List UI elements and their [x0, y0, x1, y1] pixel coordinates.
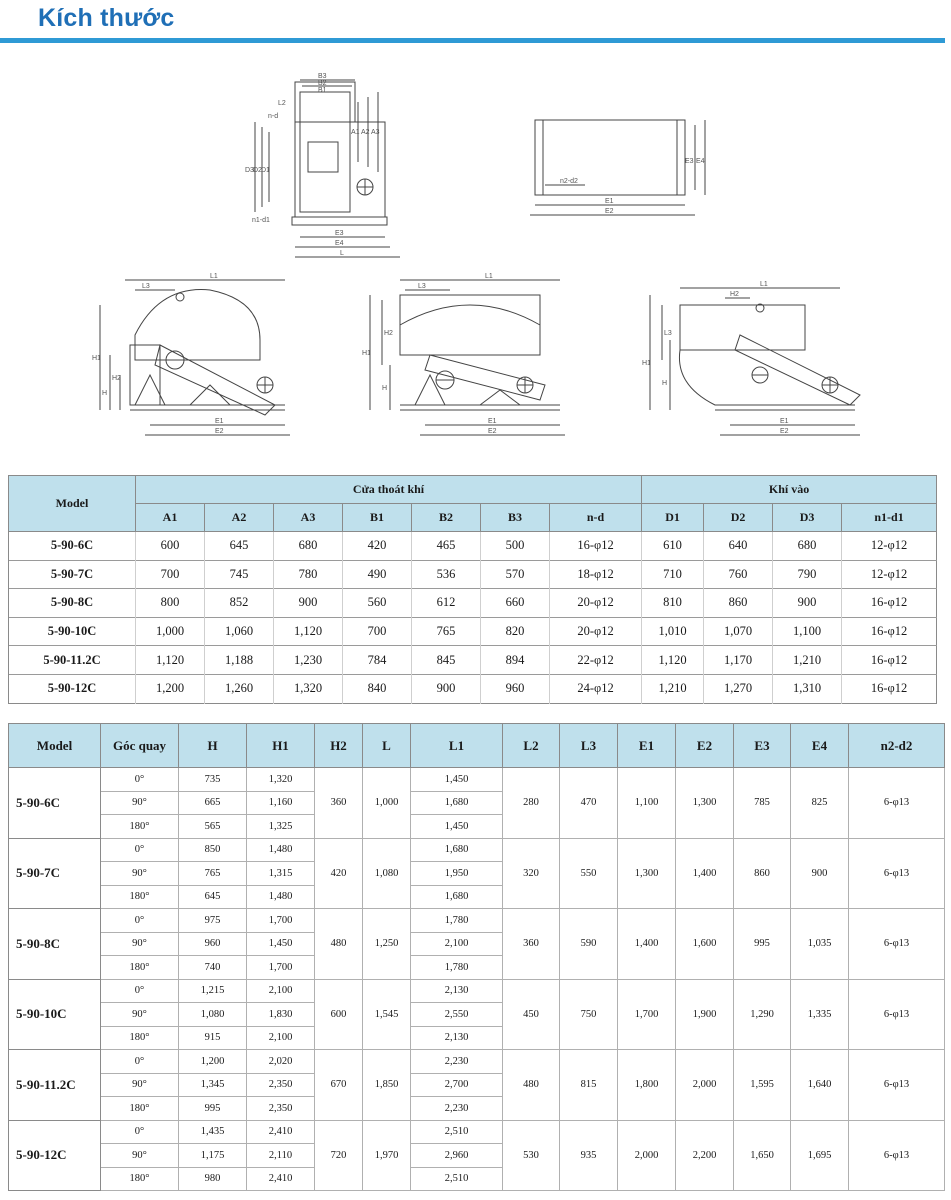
e1-cell: 1,100 — [618, 768, 676, 839]
value-cell: 745 — [205, 560, 274, 589]
label-E2: E2 — [215, 428, 224, 435]
angle-cell: 180° — [101, 1167, 179, 1191]
label-D1: D1 — [261, 167, 270, 174]
l1-cell: 2,230 — [411, 1097, 503, 1121]
l3-cell: 935 — [560, 1120, 618, 1191]
l1-cell: 1,450 — [411, 768, 503, 792]
label-H: H — [662, 380, 668, 387]
value-cell: 840 — [343, 674, 412, 703]
label-H1: H1 — [92, 355, 101, 362]
label-L3: L3 — [418, 283, 426, 290]
value-cell: 610 — [642, 532, 704, 561]
value-cell: 660 — [481, 589, 550, 618]
e1-cell: 2,000 — [618, 1120, 676, 1191]
h1-cell: 1,320 — [247, 768, 315, 792]
angle-cell: 0° — [101, 768, 179, 792]
n2-d2-cell: 6-φ13 — [849, 1050, 945, 1121]
value-cell: 680 — [274, 532, 343, 561]
col-header-e1: E1 — [618, 724, 676, 768]
model-cell: 5-90-7C — [9, 560, 136, 589]
label-H2: H2 — [384, 330, 393, 337]
n2-d2-cell: 6-φ13 — [849, 1120, 945, 1191]
h1-cell: 2,100 — [247, 979, 315, 1003]
model-cell: 5-90-10C — [9, 617, 136, 646]
installation-dimension-table — [8, 723, 945, 1191]
l3-cell: 550 — [560, 838, 618, 909]
h1-cell: 1,700 — [247, 956, 315, 980]
label-H: H — [382, 385, 388, 392]
e2-cell: 1,400 — [676, 838, 734, 909]
value-cell: 16-φ12 — [842, 646, 937, 675]
value-cell: 1,170 — [704, 646, 773, 675]
l1-cell: 2,960 — [411, 1144, 503, 1168]
col-header-h: H — [179, 724, 247, 768]
l1-cell: 1,450 — [411, 815, 503, 839]
l1-cell: 1,680 — [411, 791, 503, 815]
angle-cell: 90° — [101, 1144, 179, 1168]
table-row — [9, 617, 937, 646]
header-outlet: Cửa thoát khí — [136, 476, 642, 504]
label-E1: E1 — [605, 198, 614, 205]
table-row — [9, 674, 937, 703]
l1-cell: 1,780 — [411, 956, 503, 980]
value-cell: 1,200 — [136, 674, 205, 703]
e3-cell: 1,650 — [734, 1120, 791, 1191]
n2-d2-cell: 6-φ13 — [849, 909, 945, 980]
h-cell: 565 — [179, 815, 247, 839]
e4-cell: 825 — [791, 768, 849, 839]
h-cell: 735 — [179, 768, 247, 792]
angle-cell: 180° — [101, 1026, 179, 1050]
value-cell: 22-φ12 — [550, 646, 642, 675]
value-cell: 860 — [704, 589, 773, 618]
model-cell: 5-90-7C — [9, 838, 101, 909]
e2-cell: 1,300 — [676, 768, 734, 839]
e4-cell: 900 — [791, 838, 849, 909]
angle-cell: 180° — [101, 885, 179, 909]
value-cell: 1,010 — [642, 617, 704, 646]
l-cell: 1,545 — [363, 979, 411, 1050]
col-header-h1: H1 — [247, 724, 315, 768]
e1-cell: 1,700 — [618, 979, 676, 1050]
e3-cell: 860 — [734, 838, 791, 909]
e4-cell: 1,335 — [791, 979, 849, 1050]
l-cell: 1,250 — [363, 909, 411, 980]
col-header-h2: H2 — [315, 724, 363, 768]
angle-cell: 0° — [101, 979, 179, 1003]
label-L3: L3 — [664, 330, 672, 337]
drawing-front-view — [240, 72, 420, 272]
value-cell: 680 — [773, 532, 842, 561]
col-header-e4: E4 — [791, 724, 849, 768]
table-row — [9, 979, 945, 1003]
label-E2: E2 — [605, 208, 614, 215]
label-L1: L1 — [760, 281, 768, 288]
l-cell: 1,850 — [363, 1050, 411, 1121]
value-cell: 570 — [481, 560, 550, 589]
table-row — [9, 1050, 945, 1074]
value-cell: 1,060 — [205, 617, 274, 646]
h1-cell: 1,480 — [247, 885, 315, 909]
angle-cell: 0° — [101, 1120, 179, 1144]
value-cell: 500 — [481, 532, 550, 561]
l1-cell: 1,780 — [411, 909, 503, 933]
h1-cell: 1,315 — [247, 862, 315, 886]
h1-cell: 2,100 — [247, 1026, 315, 1050]
h-cell: 1,080 — [179, 1003, 247, 1027]
h-cell: 960 — [179, 932, 247, 956]
col-header-b2: B2 — [412, 504, 481, 532]
h-cell: 1,200 — [179, 1050, 247, 1074]
value-cell: 24-φ12 — [550, 674, 642, 703]
label-n-d: n-d — [268, 113, 279, 120]
table-row — [9, 589, 937, 618]
h2-cell: 670 — [315, 1050, 363, 1121]
value-cell: 800 — [136, 589, 205, 618]
value-cell: 536 — [412, 560, 481, 589]
model-cell: 5-90-10C — [9, 979, 101, 1050]
label-L1: L1 — [210, 273, 218, 280]
l2-cell: 320 — [503, 838, 560, 909]
col-header-l1: L1 — [411, 724, 503, 768]
value-cell: 18-φ12 — [550, 560, 642, 589]
model-cell: 5-90-12C — [9, 674, 136, 703]
dimension-drawings — [0, 60, 951, 455]
h-cell: 1,215 — [179, 979, 247, 1003]
label-E4: E4 — [696, 158, 705, 165]
label-L1: L1 — [485, 273, 493, 280]
e3-cell: 1,595 — [734, 1050, 791, 1121]
page-title: Kích thước — [38, 4, 175, 32]
col-header-e2: E2 — [676, 724, 734, 768]
value-cell: 420 — [343, 532, 412, 561]
label-n1-d1: n1-d1 — [252, 217, 270, 224]
model-cell: 5-90-6C — [9, 532, 136, 561]
h-cell: 1,175 — [179, 1144, 247, 1168]
h-cell: 740 — [179, 956, 247, 980]
angle-cell: 90° — [101, 1003, 179, 1027]
e4-cell: 1,035 — [791, 909, 849, 980]
value-cell: 560 — [343, 589, 412, 618]
label-E2: E2 — [488, 428, 497, 435]
l1-cell: 2,510 — [411, 1167, 503, 1191]
l1-cell: 2,130 — [411, 979, 503, 1003]
value-cell: 960 — [481, 674, 550, 703]
angle-cell: 180° — [101, 1097, 179, 1121]
angle-cell: 90° — [101, 862, 179, 886]
outlet-inlet-dimension-table — [8, 475, 937, 704]
value-cell: 1,120 — [274, 617, 343, 646]
table-row — [9, 838, 945, 862]
value-cell: 600 — [136, 532, 205, 561]
l1-cell: 2,510 — [411, 1120, 503, 1144]
l1-cell: 2,550 — [411, 1003, 503, 1027]
value-cell: 465 — [412, 532, 481, 561]
label-E2: E2 — [780, 428, 789, 435]
value-cell: 20-φ12 — [550, 617, 642, 646]
col-header-d1: D1 — [642, 504, 704, 532]
label-A3: A3 — [371, 129, 380, 136]
col-header-n-d: n-d — [550, 504, 642, 532]
value-cell: 820 — [481, 617, 550, 646]
angle-cell: 0° — [101, 909, 179, 933]
label-E4: E4 — [335, 240, 344, 247]
l1-cell: 2,100 — [411, 932, 503, 956]
col-header-n2-d2: n2-d2 — [849, 724, 945, 768]
angle-cell: 0° — [101, 838, 179, 862]
label-B3: B3 — [318, 73, 327, 80]
col-header-l: L — [363, 724, 411, 768]
angle-cell: 90° — [101, 1073, 179, 1097]
label-H2: H2 — [730, 291, 739, 298]
value-cell: 1,320 — [274, 674, 343, 703]
h-cell: 765 — [179, 862, 247, 886]
value-cell: 1,120 — [642, 646, 704, 675]
col-header-d3: D3 — [773, 504, 842, 532]
col-header-a2: A2 — [205, 504, 274, 532]
h1-cell: 1,160 — [247, 791, 315, 815]
header-model: Model — [9, 476, 136, 532]
n2-d2-cell: 6-φ13 — [849, 838, 945, 909]
value-cell: 16-φ12 — [842, 674, 937, 703]
l1-cell: 1,680 — [411, 885, 503, 909]
h1-cell: 2,410 — [247, 1120, 315, 1144]
label-B2: B2 — [318, 80, 327, 87]
h-cell: 980 — [179, 1167, 247, 1191]
l3-cell: 590 — [560, 909, 618, 980]
drawing-side-view-180 — [640, 280, 875, 450]
label-H1: H1 — [362, 350, 371, 357]
value-cell: 760 — [704, 560, 773, 589]
model-cell: 5-90-8C — [9, 589, 136, 618]
e2-cell: 2,200 — [676, 1120, 734, 1191]
value-cell: 1,120 — [136, 646, 205, 675]
drawing-side-view-0 — [90, 265, 300, 450]
e4-cell: 1,695 — [791, 1120, 849, 1191]
col-header-góc-quay: Góc quay — [101, 724, 179, 768]
header-inlet: Khí vào — [642, 476, 937, 504]
label-E3: E3 — [685, 158, 694, 165]
value-cell: 790 — [773, 560, 842, 589]
angle-cell: 0° — [101, 1050, 179, 1074]
h2-cell: 600 — [315, 979, 363, 1050]
table-row — [9, 1120, 945, 1144]
col-header-d2: D2 — [704, 504, 773, 532]
n2-d2-cell: 6-φ13 — [849, 768, 945, 839]
model-cell: 5-90-12C — [9, 1120, 101, 1191]
e3-cell: 785 — [734, 768, 791, 839]
value-cell: 16-φ12 — [842, 589, 937, 618]
l1-cell: 2,230 — [411, 1050, 503, 1074]
value-cell: 1,310 — [773, 674, 842, 703]
e2-cell: 1,900 — [676, 979, 734, 1050]
value-cell: 765 — [412, 617, 481, 646]
value-cell: 784 — [343, 646, 412, 675]
table-row — [9, 909, 945, 933]
value-cell: 894 — [481, 646, 550, 675]
l2-cell: 480 — [503, 1050, 560, 1121]
model-cell: 5-90-11.2C — [9, 1050, 101, 1121]
e4-cell: 1,640 — [791, 1050, 849, 1121]
l1-cell: 2,130 — [411, 1026, 503, 1050]
h1-cell: 1,325 — [247, 815, 315, 839]
col-header-a3: A3 — [274, 504, 343, 532]
col-header-b1: B1 — [343, 504, 412, 532]
table-row — [9, 532, 937, 561]
model-cell: 5-90-11.2C — [9, 646, 136, 675]
label-A2: A2 — [361, 129, 370, 136]
h-cell: 1,345 — [179, 1073, 247, 1097]
label-L: L — [340, 250, 344, 257]
e1-cell: 1,300 — [618, 838, 676, 909]
h-cell: 850 — [179, 838, 247, 862]
value-cell: 845 — [412, 646, 481, 675]
e1-cell: 1,800 — [618, 1050, 676, 1121]
h-cell: 975 — [179, 909, 247, 933]
col-header-a1: A1 — [136, 504, 205, 532]
l3-cell: 470 — [560, 768, 618, 839]
label-L3: L3 — [142, 283, 150, 290]
angle-cell: 180° — [101, 815, 179, 839]
label-B1: B1 — [318, 87, 327, 94]
h-cell: 1,435 — [179, 1120, 247, 1144]
h1-cell: 2,020 — [247, 1050, 315, 1074]
value-cell: 852 — [205, 589, 274, 618]
label-H2: H2 — [112, 375, 121, 382]
model-cell: 5-90-8C — [9, 909, 101, 980]
label-H: H — [102, 390, 108, 397]
h2-cell: 480 — [315, 909, 363, 980]
value-cell: 780 — [274, 560, 343, 589]
table-row — [9, 646, 937, 675]
value-cell: 20-φ12 — [550, 589, 642, 618]
e1-cell: 1,400 — [618, 909, 676, 980]
value-cell: 645 — [205, 532, 274, 561]
h2-cell: 720 — [315, 1120, 363, 1191]
l2-cell: 450 — [503, 979, 560, 1050]
title-underline — [0, 38, 945, 43]
value-cell: 900 — [773, 589, 842, 618]
angle-cell: 90° — [101, 791, 179, 815]
value-cell: 1,210 — [773, 646, 842, 675]
h1-cell: 2,350 — [247, 1073, 315, 1097]
col-header-n1-d1: n1-d1 — [842, 504, 937, 532]
label-H1: H1 — [642, 360, 651, 367]
col-header-b3: B3 — [481, 504, 550, 532]
angle-cell: 90° — [101, 932, 179, 956]
value-cell: 700 — [136, 560, 205, 589]
value-cell: 710 — [642, 560, 704, 589]
model-cell: 5-90-6C — [9, 768, 101, 839]
l-cell: 1,000 — [363, 768, 411, 839]
value-cell: 640 — [704, 532, 773, 561]
value-cell: 16-φ12 — [550, 532, 642, 561]
value-cell: 1,000 — [136, 617, 205, 646]
h2-cell: 420 — [315, 838, 363, 909]
h-cell: 645 — [179, 885, 247, 909]
e2-cell: 1,600 — [676, 909, 734, 980]
l-cell: 1,970 — [363, 1120, 411, 1191]
l1-cell: 2,700 — [411, 1073, 503, 1097]
label-E1: E1 — [215, 418, 224, 425]
value-cell: 1,100 — [773, 617, 842, 646]
l3-cell: 750 — [560, 979, 618, 1050]
col-header-l3: L3 — [560, 724, 618, 768]
h1-cell: 2,350 — [247, 1097, 315, 1121]
label-n2-d2: n2-d2 — [560, 178, 578, 185]
h1-cell: 1,450 — [247, 932, 315, 956]
value-cell: 900 — [412, 674, 481, 703]
label-E1: E1 — [780, 418, 789, 425]
drawing-base-frame — [525, 105, 725, 225]
value-cell: 810 — [642, 589, 704, 618]
table-row — [9, 768, 945, 792]
col-header-e3: E3 — [734, 724, 791, 768]
value-cell: 1,210 — [642, 674, 704, 703]
col-header-l2: L2 — [503, 724, 560, 768]
drawing-side-view-90 — [360, 265, 575, 450]
l2-cell: 530 — [503, 1120, 560, 1191]
l1-cell: 1,950 — [411, 862, 503, 886]
h-cell: 665 — [179, 791, 247, 815]
l2-cell: 360 — [503, 909, 560, 980]
angle-cell: 180° — [101, 956, 179, 980]
value-cell: 1,188 — [205, 646, 274, 675]
h-cell: 915 — [179, 1026, 247, 1050]
label-L2: L2 — [278, 100, 286, 107]
value-cell: 12-φ12 — [842, 560, 937, 589]
n2-d2-cell: 6-φ13 — [849, 979, 945, 1050]
value-cell: 612 — [412, 589, 481, 618]
value-cell: 1,070 — [704, 617, 773, 646]
value-cell: 16-φ12 — [842, 617, 937, 646]
h1-cell: 2,110 — [247, 1144, 315, 1168]
label-D2: D2 — [253, 167, 262, 174]
l1-cell: 1,680 — [411, 838, 503, 862]
h1-cell: 2,410 — [247, 1167, 315, 1191]
l2-cell: 280 — [503, 768, 560, 839]
value-cell: 12-φ12 — [842, 532, 937, 561]
label-D3: D3 — [245, 167, 254, 174]
label-E1: E1 — [488, 418, 497, 425]
l3-cell: 815 — [560, 1050, 618, 1121]
value-cell: 1,230 — [274, 646, 343, 675]
value-cell: 700 — [343, 617, 412, 646]
value-cell: 900 — [274, 589, 343, 618]
h2-cell: 360 — [315, 768, 363, 839]
value-cell: 1,270 — [704, 674, 773, 703]
table-row — [9, 560, 937, 589]
h1-cell: 1,480 — [247, 838, 315, 862]
h1-cell: 1,830 — [247, 1003, 315, 1027]
e2-cell: 2,000 — [676, 1050, 734, 1121]
label-A1: A1 — [351, 129, 360, 136]
e3-cell: 995 — [734, 909, 791, 980]
h1-cell: 1,700 — [247, 909, 315, 933]
value-cell: 1,260 — [205, 674, 274, 703]
h-cell: 995 — [179, 1097, 247, 1121]
e3-cell: 1,290 — [734, 979, 791, 1050]
col-header-model: Model — [9, 724, 101, 768]
label-E3: E3 — [335, 230, 344, 237]
value-cell: 490 — [343, 560, 412, 589]
l-cell: 1,080 — [363, 838, 411, 909]
